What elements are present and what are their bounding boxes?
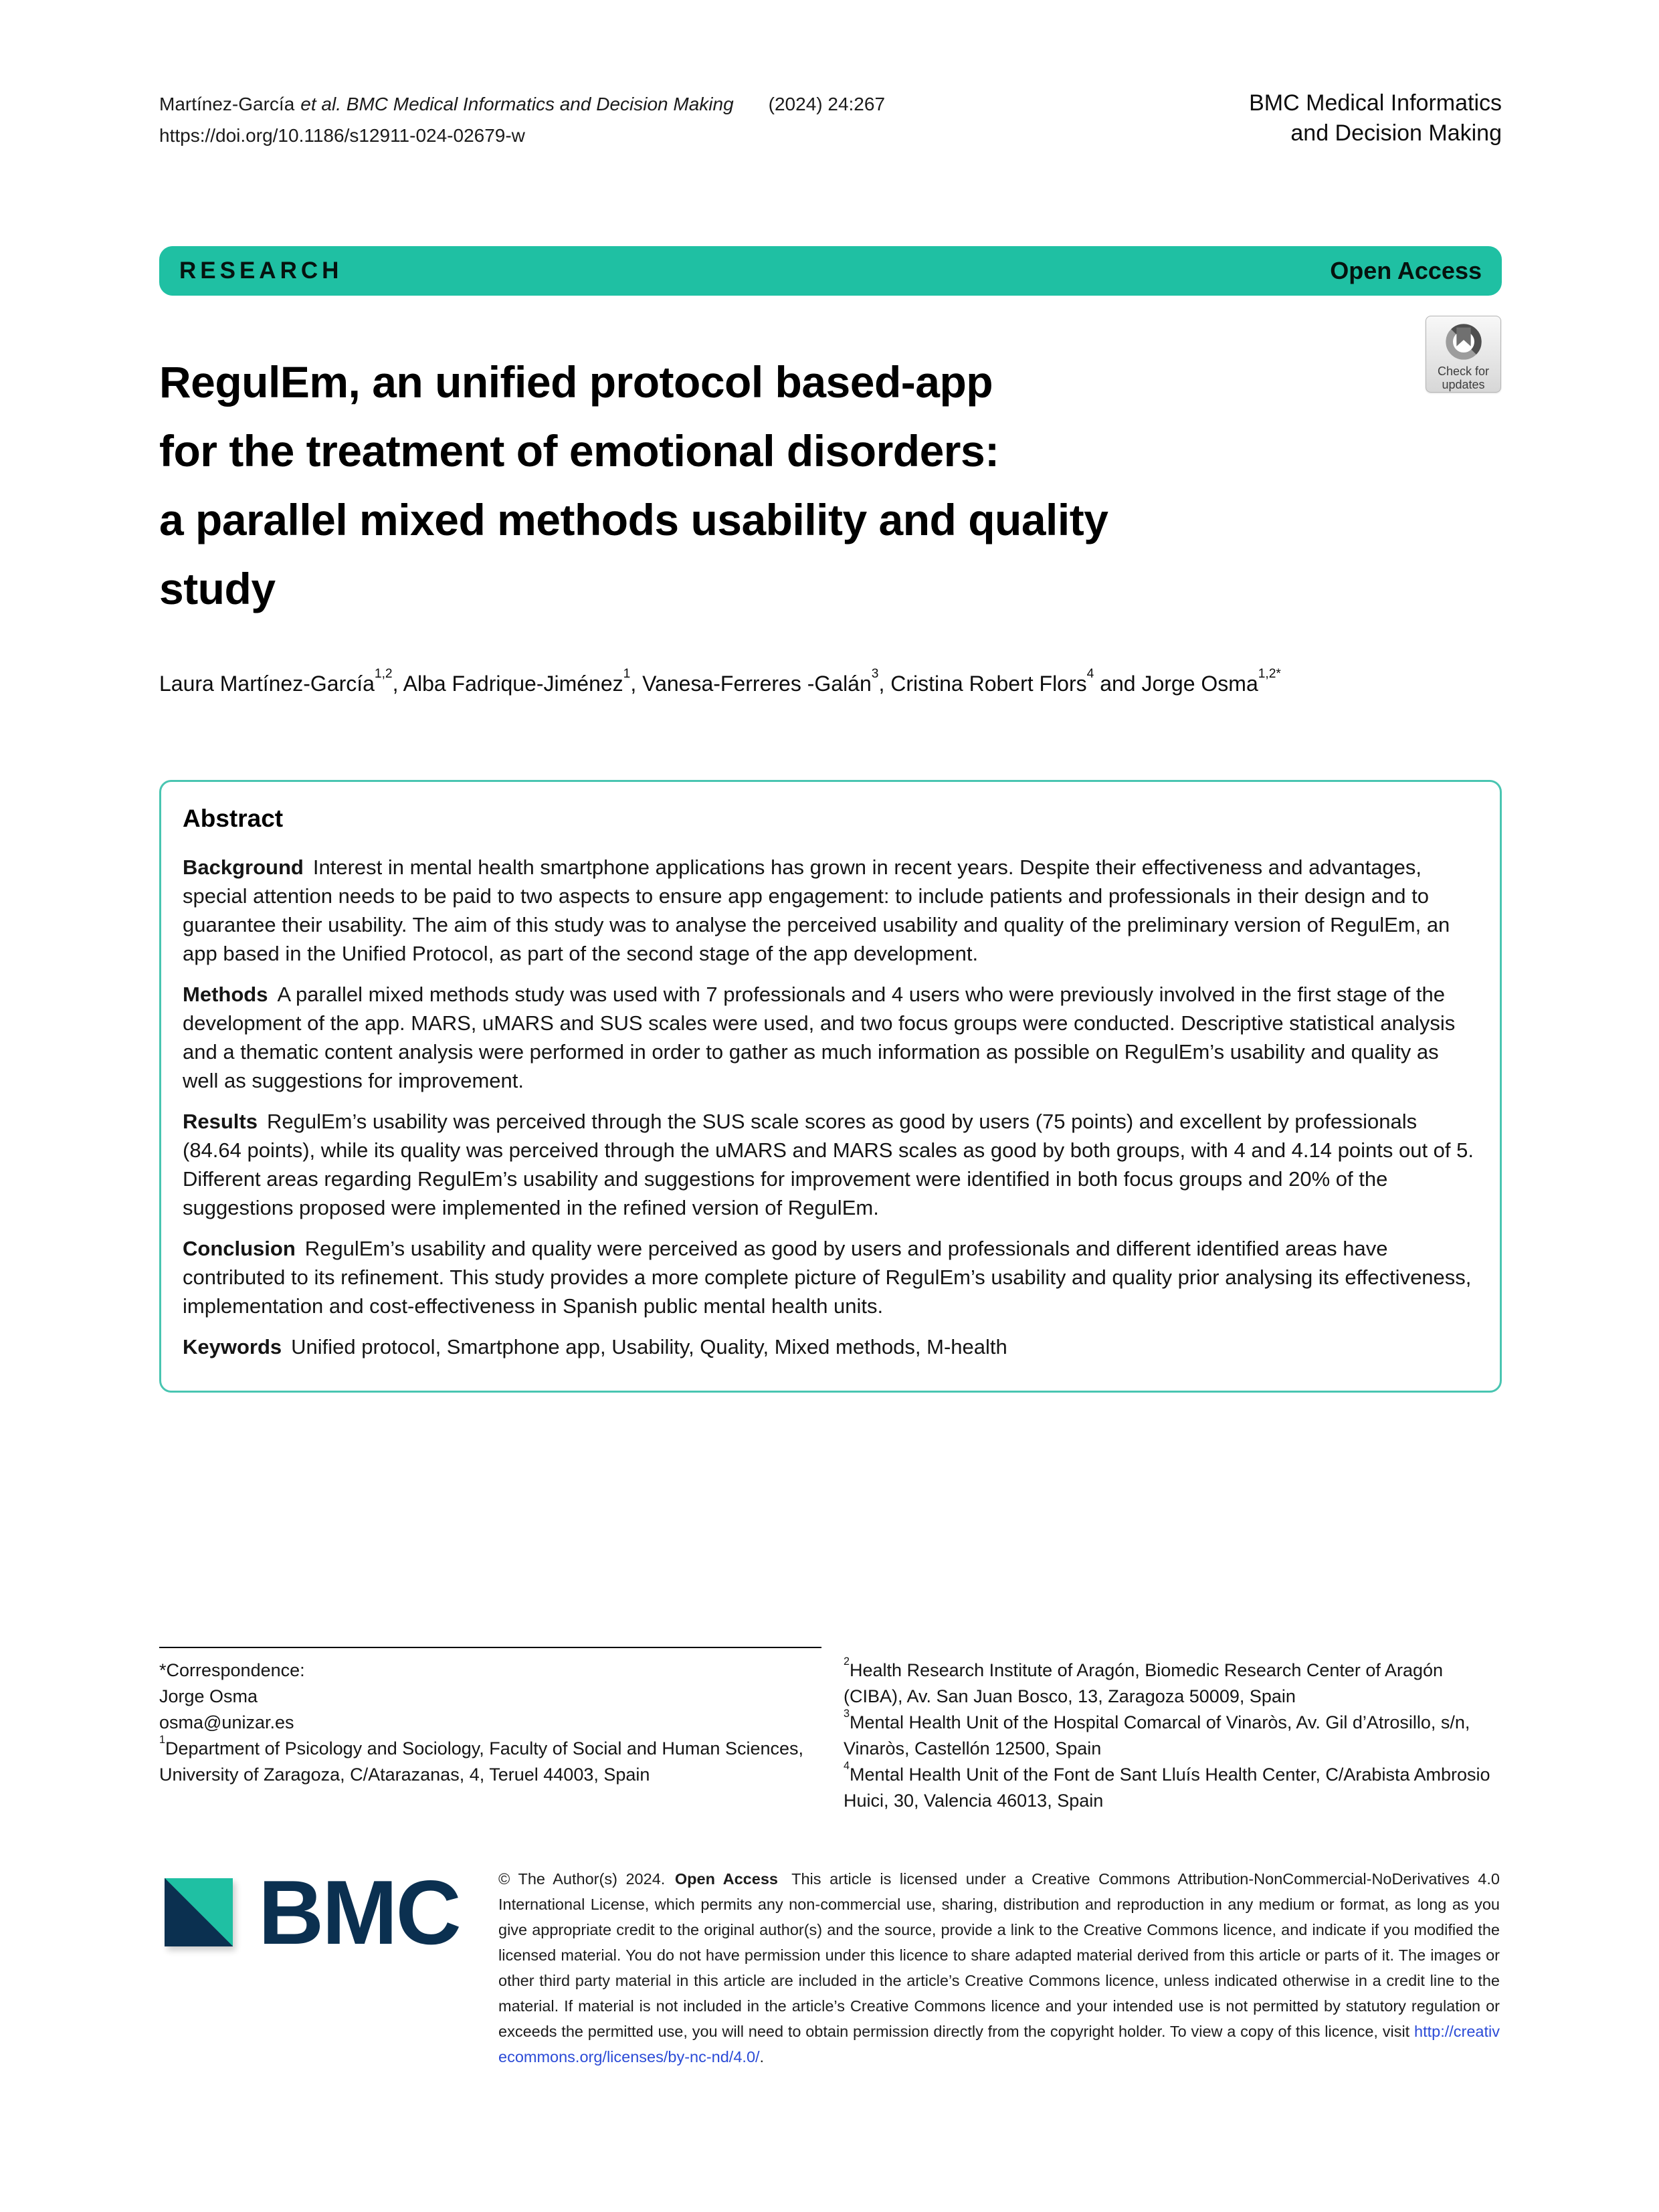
abstract-section-keywords	[183, 1332, 1478, 1361]
affiliation-2	[844, 1657, 1502, 1710]
check-updates-line1: Check for	[1437, 365, 1490, 378]
affiliation-3	[844, 1707, 1502, 1762]
journal-name-line1: BMC Medical Informatics	[1249, 90, 1502, 116]
correspondence-name: Jorge Osma	[159, 1686, 258, 1706]
citation-authors: Martínez-García	[159, 94, 295, 114]
bmc-logo-mark-icon	[165, 1878, 233, 1946]
section-label-methods: Methods	[183, 983, 268, 1006]
correspondence-columns	[159, 1657, 1502, 1814]
correspondence-block	[159, 1647, 1502, 1814]
section-text-background: Interest in mental health smartphone applications has grown in recent years. Despite their effectiveness and advantages, special attention needs to be paid to two aspects to ensure app engagement: to include patients and professionals in their design and to guarantee their usability. The aim of this study was to analyse the perceived usability and quality of the preliminary version of RegulEm, an app based in the Unified Protocol, as part of the second stage of the app development.	[183, 856, 1450, 965]
author-list	[159, 666, 1502, 698]
author-name: Alba Fadrique-Jiménez	[403, 672, 623, 696]
license-suffix: .	[759, 2048, 765, 2066]
author-affiliation-sup: 1,2*	[1258, 666, 1281, 681]
affiliation-2-text: Health Research Institute of Aragón, Biomedic Research Center of Aragón (CIBA), Av. San Juan Bosco, 13, Zaragoza 50009, Spain	[844, 1660, 1444, 1706]
affiliation-3-text: Mental Health Unit of the Hospital Comarcal of Vinaròs, Av. Gil d’Atrosillo, s/n, Vinaròs, Castellón 12500, Spain	[844, 1712, 1470, 1758]
abstract-section-background	[183, 853, 1478, 968]
article-type-label: RESEARCH	[179, 258, 343, 284]
license-prefix: © The Author(s) 2024.	[498, 1870, 674, 1888]
affiliation-4-sup: 4	[844, 1759, 850, 1772]
license-link[interactable]: http://creativecommons.org/licenses/by-nc-nd/4.0/	[498, 2023, 1500, 2066]
author-affiliation-sup: 1	[623, 666, 631, 681]
affiliation-1-sup: 1	[159, 1733, 166, 1746]
title-line-2: for the treatment of emotional disorders:	[159, 426, 999, 476]
abstract-section-conclusion	[183, 1234, 1478, 1320]
affiliation-2-sup: 2	[844, 1655, 850, 1668]
section-label-conclusion: Conclusion	[183, 1237, 296, 1260]
author-name: Cristina Robert Flors	[890, 672, 1087, 696]
section-label-keywords: Keywords	[183, 1335, 282, 1359]
author-separator: ,	[630, 672, 643, 696]
author-affiliation-sup: 4	[1086, 666, 1094, 681]
citation-block	[159, 88, 885, 151]
check-updates-line2: updates	[1442, 378, 1485, 391]
license-text	[498, 1866, 1500, 2070]
open-access-label: Open Access	[1330, 257, 1482, 284]
author-separator: and	[1094, 672, 1142, 696]
author-separator: ,	[392, 672, 403, 696]
abstract-section-methods	[183, 980, 1478, 1095]
header	[159, 88, 1502, 151]
research-banner	[159, 246, 1502, 296]
license-body: This article is licensed under a Creative Commons Attribution-NonCommercial-NoDerivatives 4.0 International License, which permits any non-commercial use, sharing, distribution and reproduction in any medium or format, as long as you give appropriate credit to the original author(s) and the source, provide a link to the Creative Commons licence, and indicate if you modified the licensed material. You do not have permission under this licence to share adapted material derived from this article or parts of it. The images or other third party material in this article are included in the article’s Creative Commons licence, unless indicated otherwise in a credit line to the material. If material is not included in the article’s Creative Commons licence and your intended use is not permitted by statutory regulation or exceeds the permitted use, you will need to obtain permission directly from the copyright holder. To view a copy of this licence, visit	[498, 1870, 1500, 2040]
section-text-keywords: Unified protocol, Smartphone app, Usability, Quality, Mixed methods, M-health	[291, 1335, 1007, 1359]
section-text-results: RegulEm’s usability was perceived through the SUS scale scores as good by users (75 points) and excellent by professionals (84.64 points), while its quality was perceived through the uMARS and MARS scales as good by both groups, with 4 and 4.14 points out of 5. Different areas regarding RegulEm’s usability and suggestions for improvement were identified in both focus groups and 20% of the suggestions proposed were implemented in the refined version of RegulEm.	[183, 1110, 1474, 1219]
affiliation-3-sup: 3	[844, 1707, 850, 1720]
journal-name-line2: and Decision Making	[1290, 120, 1502, 146]
correspondence-label: *Correspondence:	[159, 1660, 305, 1680]
section-label-background: Background	[183, 856, 304, 879]
doi-link[interactable]: https://doi.org/10.1186/s12911-024-02679-w	[159, 125, 525, 146]
abstract-section-results	[183, 1107, 1478, 1222]
correspondence-right-column	[844, 1657, 1502, 1814]
journal-name	[1249, 88, 1502, 148]
section-text-conclusion: RegulEm’s usability and quality were perceived as good by users and professionals and different identified areas have contributed to its refinement. This study provides a more complete picture of RegulEm’s usability and quality prior analysing its effectiveness, implementation and cost-effectiveness in Spanish public mental health units.	[183, 1237, 1472, 1318]
section-text-methods: A parallel mixed methods study was used with 7 professionals and 4 users who were previously involved in the first stage of the development of the app. MARS, uMARS and SUS scales were used, and two focus groups were conducted. Descriptive statistical analysis and a thematic content analysis were performed in order to gather as much information as possible on RegulEm’s usability and quality as well as suggestions for improvement.	[183, 983, 1456, 1092]
affiliation-1	[159, 1733, 821, 1788]
title-line-1: RegulEm, an unified protocol based-app	[159, 357, 993, 407]
author-name: Laura Martínez-García	[159, 672, 375, 696]
correspondence-left-column	[159, 1657, 821, 1814]
affiliation-1-text: Department of Psicology and Sociology, Faculty of Social and Human Sciences, University of Zaragoza, C/Atarazanas, 4, Teruel 44003, Spain	[159, 1738, 804, 1785]
citation-line	[159, 88, 885, 120]
author-affiliation-sup: 1,2	[374, 666, 393, 681]
title-line-3: a parallel mixed methods usability and quality	[159, 495, 1108, 544]
title-line-4: study	[159, 564, 276, 613]
section-label-results: Results	[183, 1110, 258, 1133]
bmc-logo-text: BMC	[258, 1862, 460, 1963]
bmc-logo	[165, 1862, 460, 1963]
citation-journal: et al. BMC Medical Informatics and Decision Making	[300, 94, 734, 114]
affiliation-4	[844, 1759, 1502, 1814]
author-separator: ,	[878, 672, 891, 696]
abstract-box	[159, 780, 1502, 1393]
license-open-access-label: Open Access	[674, 1870, 778, 1888]
correspondence-divider	[159, 1647, 821, 1648]
citation-ref: (2024) 24:267	[768, 94, 886, 114]
affiliation-4-text: Mental Health Unit of the Font de Sant Lluís Health Center, C/Arabista Ambrosio Huici, 30, Valencia 46013, Spain	[844, 1765, 1490, 1811]
author-affiliation-sup: 3	[871, 666, 879, 681]
author-name: Vanesa-Ferreres -Galán	[642, 672, 872, 696]
abstract-heading: Abstract	[183, 805, 284, 832]
article-title	[159, 348, 1502, 623]
correspondence-email[interactable]: osma@unizar.es	[159, 1712, 294, 1732]
author-name: Jorge Osma	[1141, 672, 1258, 696]
